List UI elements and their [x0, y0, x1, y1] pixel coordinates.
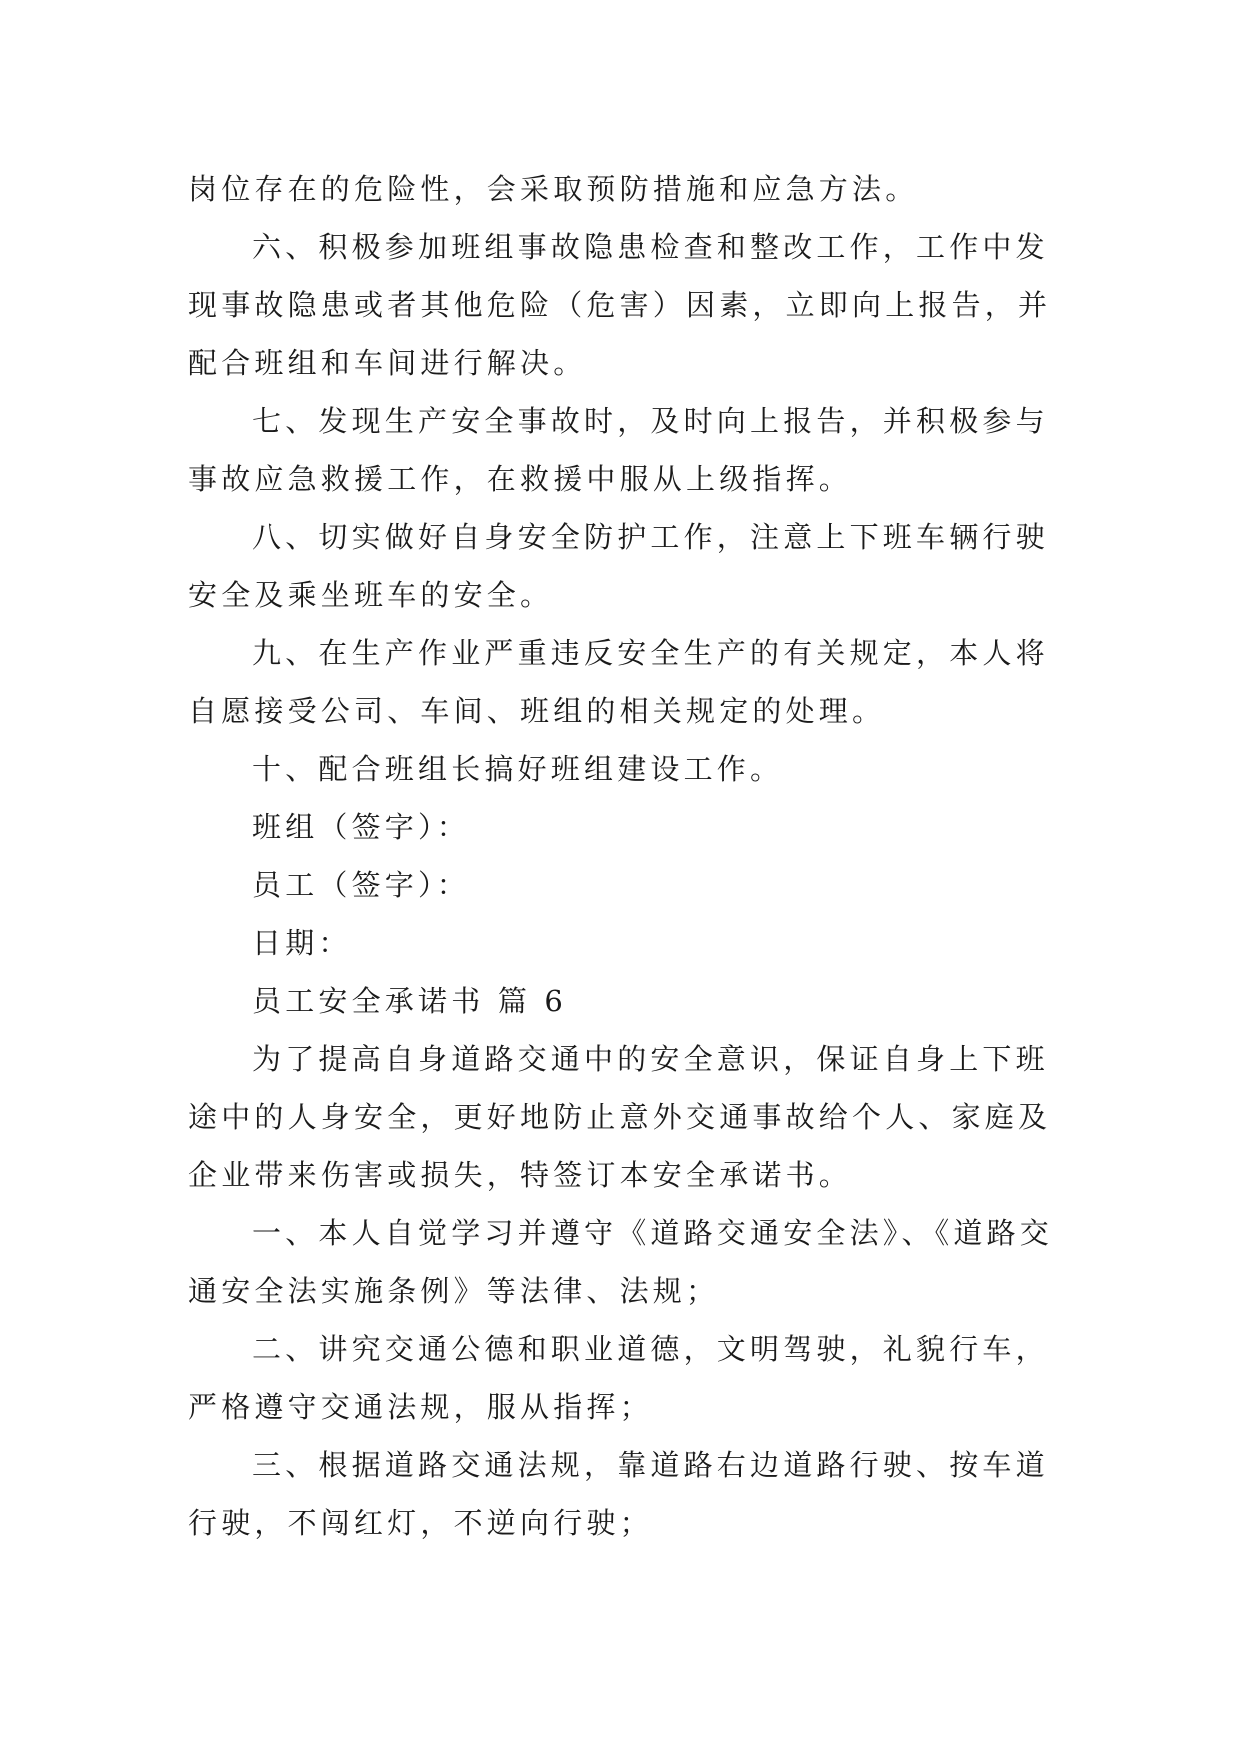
text-line: 十、配合班组长搞好班组建设工作。 — [252, 752, 784, 786]
text-line: 八、切实做好自身安全防护工作，注意上下班车辆行驶 — [252, 520, 1049, 554]
date-label: 日期： — [252, 926, 352, 960]
text-line: 为了提高自身道路交通中的安全意识，保证自身上下班 — [252, 1042, 1049, 1076]
text-line: 安全及乘坐班车的安全。 — [188, 578, 554, 612]
text-line: 七、发现生产安全事故时，及时向上报告，并积极参与 — [252, 404, 1049, 438]
text-line: 二、讲究交通公德和职业道德，文明驾驶，礼貌行车， — [252, 1332, 1049, 1366]
text-line: 现事故隐患或者其他危险（危害）因素，立即向上报告，并 — [188, 288, 1052, 322]
text-line: 通安全法实施条例》等法律、法规； — [188, 1274, 720, 1308]
text-line: 自愿接受公司、车间、班组的相关规定的处理。 — [188, 694, 886, 728]
section-heading: 员工安全承诺书 篇 6 — [252, 984, 568, 1018]
text-line: 途中的人身安全，更好地防止意外交通事故给个人、家庭及 — [188, 1100, 1052, 1134]
document-body — [188, 160, 1058, 1552]
text-line: 九、在生产作业严重违反安全生产的有关规定，本人将 — [252, 636, 1049, 670]
text-line: 配合班组和车间进行解决。 — [188, 346, 587, 380]
text-line: 三、根据道路交通法规，靠道路右边道路行驶、按车道 — [252, 1448, 1049, 1482]
text-line: 行驶，不闯红灯，不逆向行驶； — [188, 1506, 653, 1540]
text-line: 严格遵守交通法规，服从指挥； — [188, 1390, 653, 1424]
signature-employee-label: 员工（签字）： — [252, 868, 470, 902]
text-line: 一、本人自觉学习并遵守《道路交通安全法》、《道路交 — [252, 1216, 1054, 1250]
text-line: 岗位存在的危险性，会采取预防措施和应急方法。 — [188, 172, 919, 206]
text-line: 企业带来伤害或损失，特签订本安全承诺书。 — [188, 1158, 853, 1192]
text-line: 事故应急救援工作，在救援中服从上级指挥。 — [188, 462, 853, 496]
signature-team-label: 班组（签字）： — [252, 810, 470, 844]
text-line: 六、积极参加班组事故隐患检查和整改工作，工作中发 — [252, 230, 1049, 264]
